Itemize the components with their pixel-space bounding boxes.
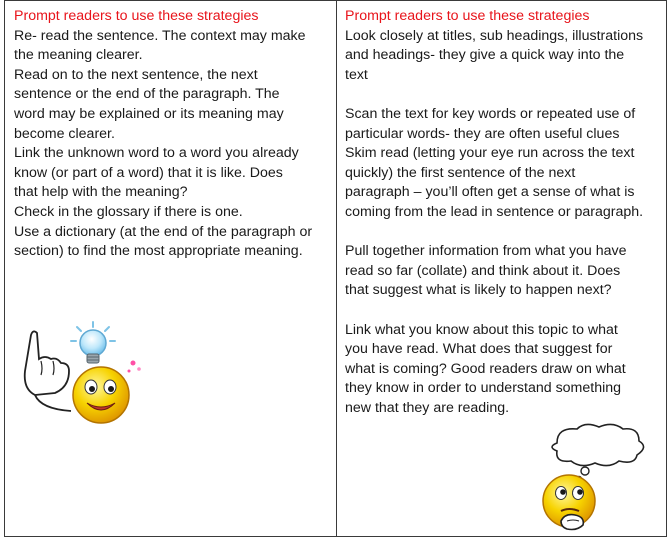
left-line: sentence or the end of the paragraph. The [14, 86, 280, 103]
left-line: that help with the meaning? [14, 184, 188, 201]
left-line: become clearer. [14, 125, 115, 142]
right-line: Look closely at titles, sub headings, illustrations [345, 27, 644, 44]
left-line: Use a dictionary (at the end of the paragraph or [14, 223, 313, 240]
right-line: Pull together information from what you have [345, 243, 627, 260]
right-heading: Prompt readers to use these strategies [345, 8, 590, 24]
left-line: Link the unknown word to a word you already [14, 145, 299, 162]
right-line: quickly) the first sentence of the next [345, 164, 576, 181]
left-line: Check in the glossary if there is one. [14, 203, 243, 220]
right-cell-text [345, 7, 667, 418]
right-line: new that they are reading. [345, 399, 510, 416]
right-line: what is coming? Good readers draw on what [345, 360, 626, 377]
lightbulb-idea-smiley-icon [11, 319, 147, 425]
thinking-smiley-icon [527, 421, 663, 531]
left-line: word may be explained or its meaning may [14, 105, 284, 122]
right-cell [337, 1, 666, 536]
right-line: coming from the lead in sentence or paragraph. [345, 203, 644, 220]
strategies-table [4, 0, 667, 537]
left-cell [5, 1, 337, 536]
right-line: paragraph – you’ll often get a sense of what is [345, 184, 635, 201]
right-line: Scan the text for key words or repeated use of [345, 105, 636, 122]
left-line: Read on to the next sentence, the next [14, 66, 258, 83]
right-line: you have read. What does that suggest for [345, 341, 613, 358]
right-line: that suggest what is likely to happen next? [345, 282, 612, 299]
left-line: the meaning clearer. [14, 47, 143, 64]
right-line: and headings- they give a quick way into the [345, 47, 625, 64]
right-line: read so far (collate) and think about it. Does [345, 262, 621, 279]
right-line: text [345, 66, 368, 83]
right-line: they know in order to understand something [345, 380, 622, 397]
left-cell-text [14, 7, 334, 262]
right-line: Skim read (letting your eye run across the text [345, 145, 635, 162]
right-line: Link what you know about this topic to what [345, 321, 618, 338]
left-line: section) to find the most appropriate meaning. [14, 243, 303, 260]
left-line: Re- read the sentence. The context may make [14, 27, 306, 44]
left-line: know (or part of a word) that it is like. Does [14, 164, 283, 181]
right-line: particular words- they are often useful clues [345, 125, 620, 142]
left-heading: Prompt readers to use these strategies [14, 8, 259, 24]
